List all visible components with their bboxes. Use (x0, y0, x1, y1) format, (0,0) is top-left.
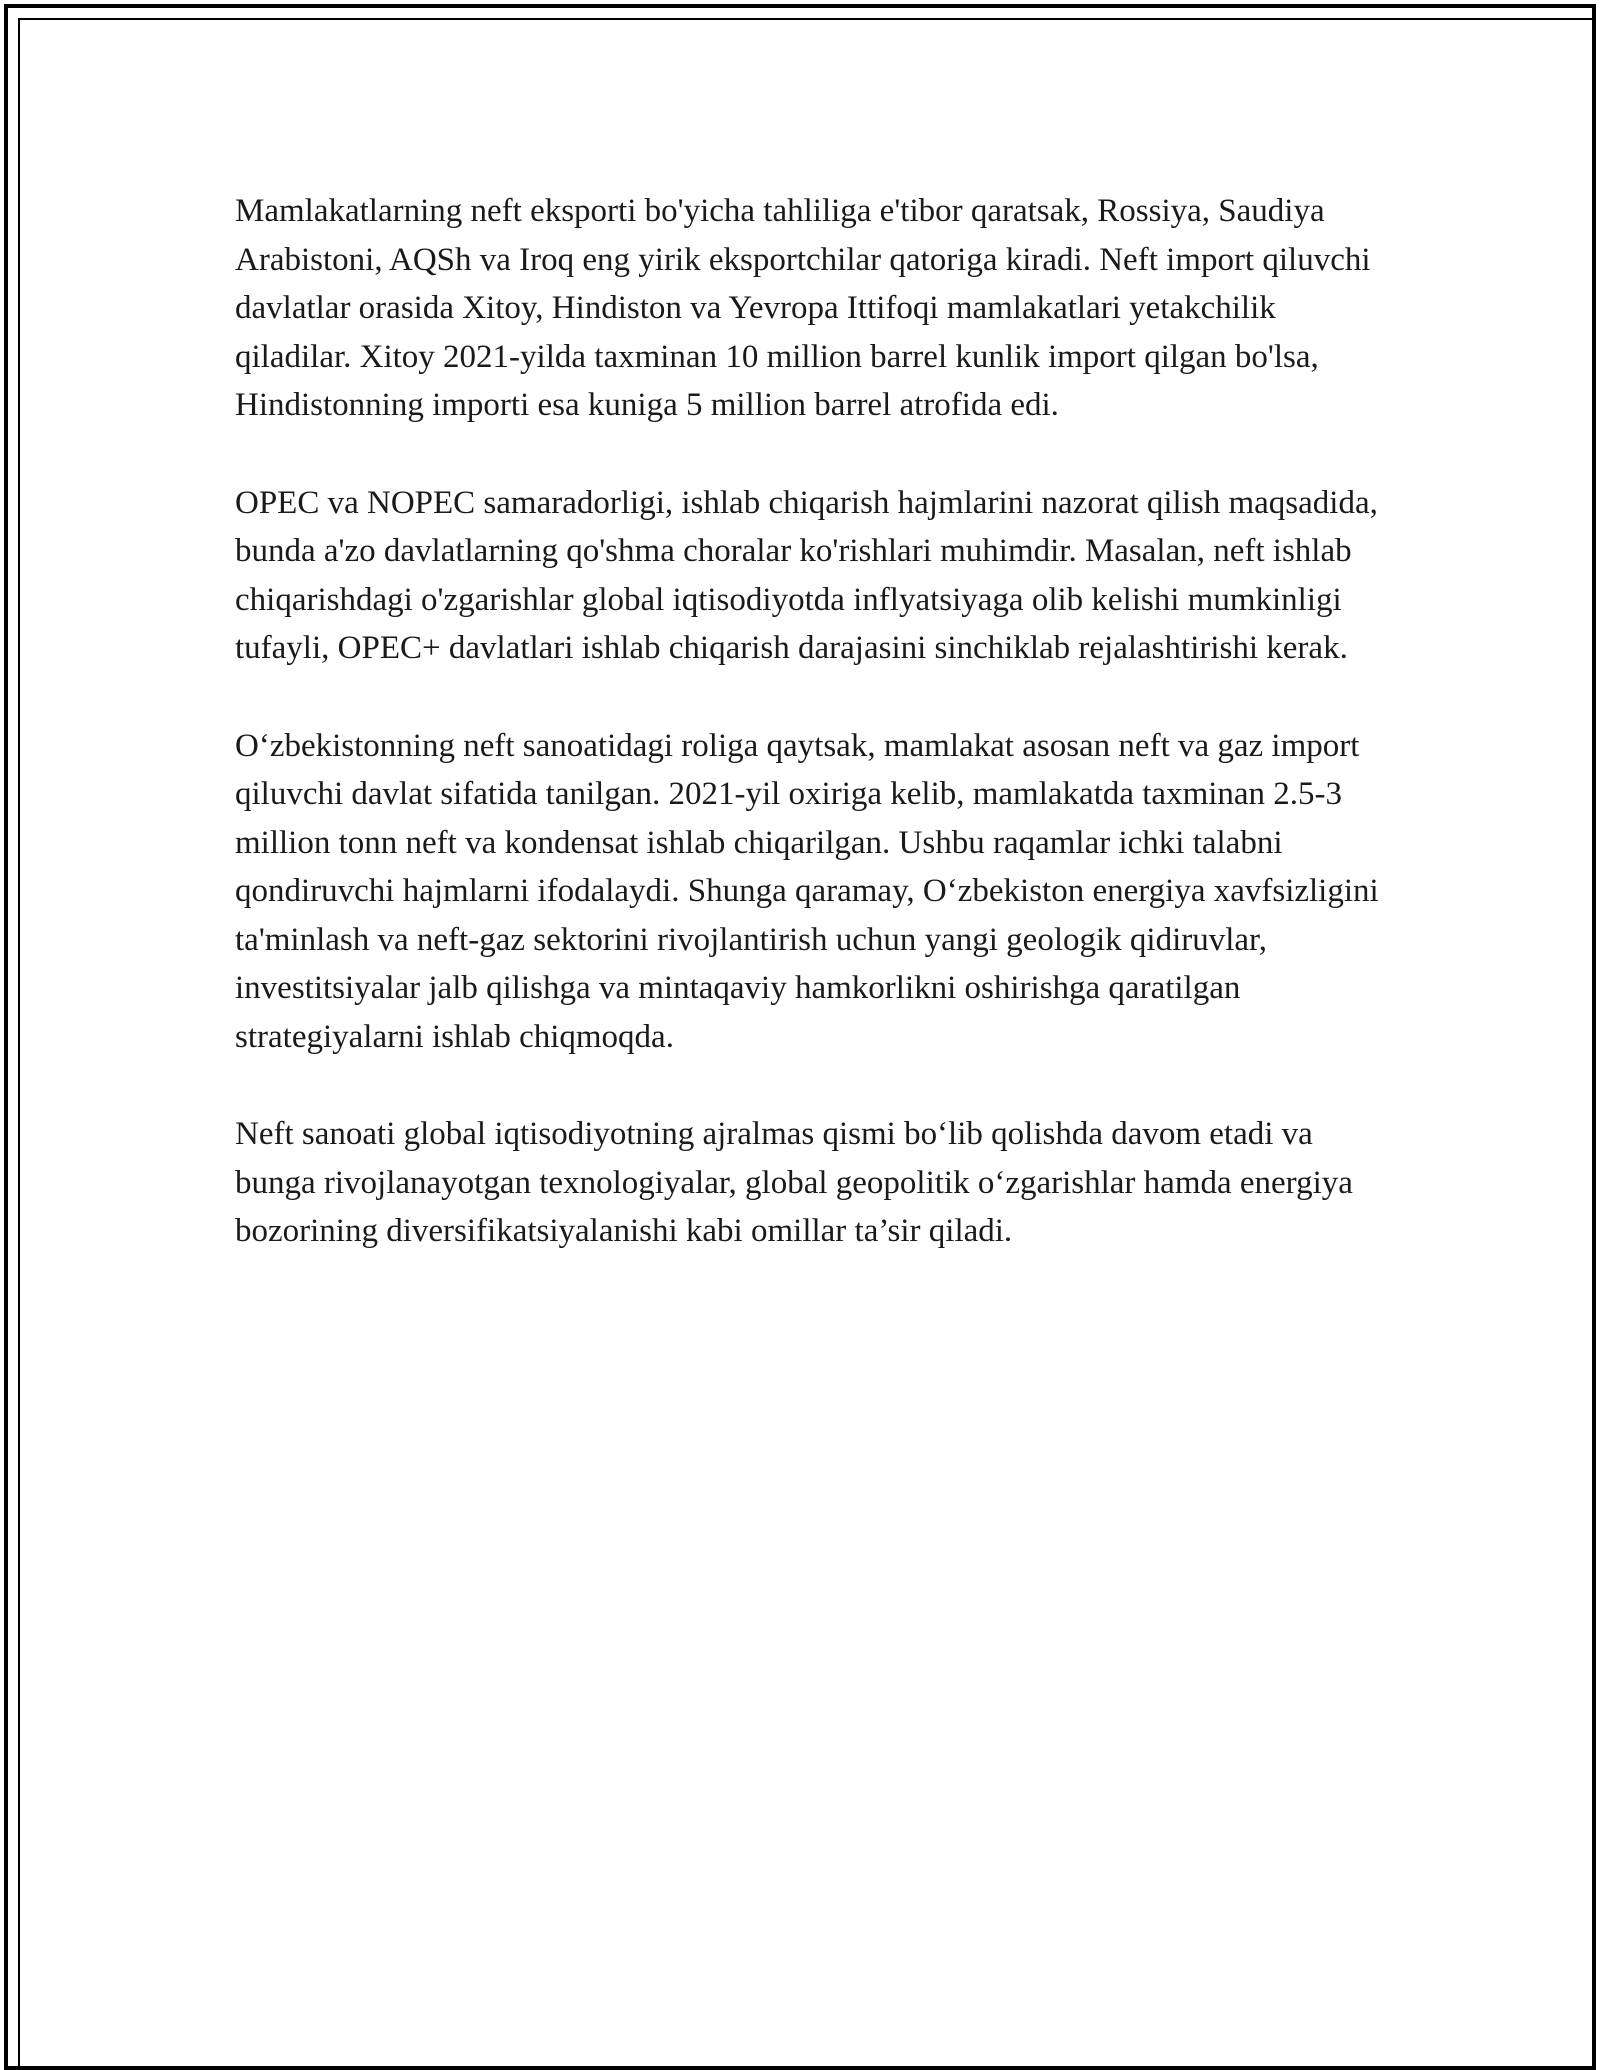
document-body (235, 187, 1385, 1305)
paragraph-conclusion: Neft sanoati global iqtisodiyotning ajralmas qismi bo‘lib qolishda davom etadi va bunga rivojlanayotgan texnologiyalar, global geopolitik o‘zgarishlar hamda energiya bozorining diversifikatsiyalanishi kabi omillar ta’sir qiladi. (235, 1116, 1353, 1249)
paragraph-oil-exports: Mamlakatlarning neft eksporti bo'yicha tahliliga e'tibor qaratsak, Rossiya, Saudiya Arabistoni, AQSh va Iroq eng yirik eksportchilar qatoriga kiradi. Neft import qiluvchi davlatlar orasida Xitoy, Hindiston va Yevropa Ittifoqi mamlakatlari yetakchilik qiladilar. Xitoy 2021-yilda taxminan 10 million barrel kunlik import qilgan bo'lsa, Hindistonning importi esa kuniga 5 million barrel atrofida edi. (235, 193, 1371, 423)
paragraph-opec-nopec: OPEC va NOPEC samaradorligi, ishlab chiqarish hajmlarini nazorat qilish maqsadida, bunda a'zo davlatlarning qo'shma choralar ko'rishlari muhimdir. Masalan, neft ishlab chiqarishdagi o'zgarishlar global iqtisodiyotda inflyatsiyaga olib kelishi mumkinligi tufayli, OPEC+ davlatlari ishlab chiqarish darajasini sinchiklab rejalashtirishi kerak. (235, 484, 1378, 666)
paragraph-uzbekistan: O‘zbekistonning neft sanoatidagi roliga qaytsak, mamlakat asosan neft va gaz import qiluvchi davlat sifatida tanilgan. 2021-yil oxiriga kelib, mamlakatda taxminan 2.5-3 million tonn neft va kondensat ishlab chiqarilgan. Ushbu raqamlar ichki talabni qondiruvchi hajmlarni ifodalaydi. Shunga qaramay, O‘zbekiston energiya xavfsizligini ta'minlash va neft-gaz sektorini rivojlantirish uchun yangi geologik qidiruvlar, investitsiyalar jalb qilishga va mintaqaviy hamkorlikni oshirishga qaratilgan strategiyalarni ishlab chiqmoqda. (235, 727, 1379, 1055)
